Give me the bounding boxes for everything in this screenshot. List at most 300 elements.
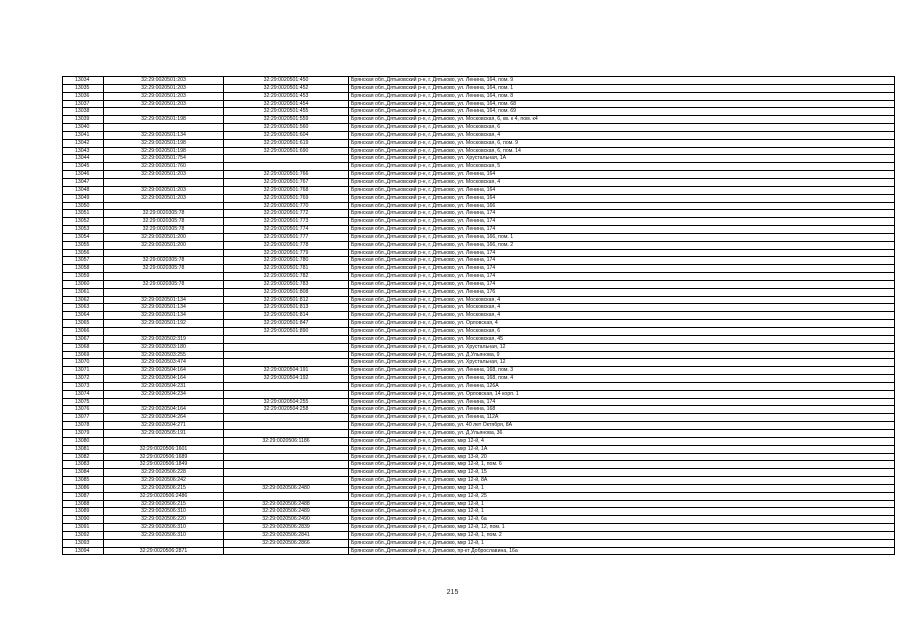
parcel-number-cell: 32:29:0020501:134 bbox=[104, 131, 224, 139]
parcel-number-cell: 32:29:0020502:319 bbox=[104, 335, 224, 343]
table-row bbox=[63, 194, 895, 202]
parcel-number-cell: 32:29:0020501:203 bbox=[104, 171, 224, 179]
row-number-cell: 13078 bbox=[63, 422, 104, 430]
address-cell: Брянская обл.,Дятьковский р-н, г. Дятьково, ул. Д.Ульянова, 36 bbox=[349, 429, 895, 437]
parcel-number-cell: 32:29:0020501:192 bbox=[104, 320, 224, 328]
object-number-cell: 32:29:0020501:768 bbox=[224, 186, 349, 194]
table-row bbox=[63, 524, 895, 532]
address-cell: Брянская обл.,Дятьковский р-н, г. Дятьково, мкр 12-й, 12, пом. 1 bbox=[349, 524, 895, 532]
object-number-cell: 32:29:0020501:766 bbox=[224, 171, 349, 179]
table-row bbox=[63, 288, 895, 296]
address-cell: Брянская обл.,Дятьковский р-н, г. Дятьково, ул. Орловская, 14 корп. 1 bbox=[349, 390, 895, 398]
address-cell: Брянская обл.,Дятьковский р-н, г. Дятьково, мкр 12-й, 1 bbox=[349, 484, 895, 492]
parcel-number-cell: 32:29:0020504:164 bbox=[104, 375, 224, 383]
row-number-cell: 13072 bbox=[63, 375, 104, 383]
row-number-cell: 13062 bbox=[63, 296, 104, 304]
table-row bbox=[63, 139, 895, 147]
row-number-cell: 13091 bbox=[63, 524, 104, 532]
parcel-number-cell bbox=[104, 539, 224, 547]
object-number-cell: 32:29:0020501:812 bbox=[224, 296, 349, 304]
address-cell: Брянская обл.,Дятьковский р-н, г. Дятьково, ул. Ленина, 166, пом. 1 bbox=[349, 233, 895, 241]
row-number-cell: 13083 bbox=[63, 461, 104, 469]
parcel-number-cell: 32:29:0020305:78 bbox=[104, 257, 224, 265]
object-number-cell: 32:29:0020506:2489 bbox=[224, 508, 349, 516]
parcel-number-cell bbox=[104, 273, 224, 281]
parcel-number-cell: 32:29:0020501:203 bbox=[104, 186, 224, 194]
object-number-cell: 32:29:0020506:2841 bbox=[224, 531, 349, 539]
address-cell: Брянская обл.,Дятьковский р-н, г. Дятьково, ул. Ленина, 164, пом. 68 bbox=[349, 100, 895, 108]
object-number-cell: 32:29:0020501:808 bbox=[224, 288, 349, 296]
row-number-cell: 13057 bbox=[63, 257, 104, 265]
table-row bbox=[63, 273, 895, 281]
parcel-number-cell: 32:29:0020305:78 bbox=[104, 210, 224, 218]
table-row bbox=[63, 547, 895, 555]
parcel-number-cell: 32:29:0020305:78 bbox=[104, 218, 224, 226]
row-number-cell: 13080 bbox=[63, 437, 104, 445]
parcel-number-cell bbox=[104, 288, 224, 296]
object-number-cell bbox=[224, 163, 349, 171]
table-row bbox=[63, 233, 895, 241]
table-row bbox=[63, 508, 895, 516]
parcel-number-cell: 32:29:0020501:198 bbox=[104, 139, 224, 147]
row-number-cell: 13089 bbox=[63, 508, 104, 516]
parcel-number-cell: 32:29:0020504:164 bbox=[104, 406, 224, 414]
object-number-cell: 32:29:0020504:258 bbox=[224, 406, 349, 414]
object-number-cell bbox=[224, 477, 349, 485]
row-number-cell: 13049 bbox=[63, 194, 104, 202]
row-number-cell: 13073 bbox=[63, 382, 104, 390]
object-number-cell bbox=[224, 390, 349, 398]
address-cell: Брянская обл.,Дятьковский р-н, г. Дятьково, ул. Ленина, 174 bbox=[349, 249, 895, 257]
table-row bbox=[63, 445, 895, 453]
table-row bbox=[63, 492, 895, 500]
row-number-cell: 13084 bbox=[63, 469, 104, 477]
address-cell: Брянская обл.,Дятьковский р-н, г. Дятьково, ул. Ленина, 174 bbox=[349, 210, 895, 218]
table-row bbox=[63, 351, 895, 359]
address-cell: Брянская обл.,Дятьковский р-н, г. Дятьково, ул. Ленина, 164, пом. 69 bbox=[349, 108, 895, 116]
address-cell: Брянская обл.,Дятьковский р-н, г. Дятьково, ул. Московская, 5 bbox=[349, 163, 895, 171]
parcel-number-cell: 32:29:0020505:191 bbox=[104, 429, 224, 437]
address-cell: Брянская обл.,Дятьковский р-н, г. Дятьково, мкр 12-й, 8А bbox=[349, 477, 895, 485]
row-number-cell: 13058 bbox=[63, 265, 104, 273]
parcel-number-cell: 32:29:0020501:760 bbox=[104, 163, 224, 171]
object-number-cell bbox=[224, 492, 349, 500]
row-number-cell: 13052 bbox=[63, 218, 104, 226]
address-cell: Брянская обл.,Дятьковский р-н, г. Дятьково, мкр 12-й, 1 bbox=[349, 539, 895, 547]
parcel-number-cell: 32:29:0020503:255 bbox=[104, 351, 224, 359]
object-number-cell: 32:29:0020501:779 bbox=[224, 249, 349, 257]
table-row bbox=[63, 312, 895, 320]
object-number-cell: 32:29:0020501:773 bbox=[224, 218, 349, 226]
row-number-cell: 13087 bbox=[63, 492, 104, 500]
parcel-number-cell: 32:29:0020503:474 bbox=[104, 359, 224, 367]
row-number-cell: 13037 bbox=[63, 100, 104, 108]
object-number-cell: 32:29:0020501:619 bbox=[224, 139, 349, 147]
parcel-number-cell: 32:29:0020504:164 bbox=[104, 367, 224, 375]
table-row bbox=[63, 375, 895, 383]
object-number-cell bbox=[224, 461, 349, 469]
row-number-cell: 13054 bbox=[63, 233, 104, 241]
parcel-number-cell: 32:29:0020305:78 bbox=[104, 226, 224, 234]
address-cell: Брянская обл.,Дятьковский р-н, г. Дятьково, ул. Ленина, 164 bbox=[349, 194, 895, 202]
table-row bbox=[63, 484, 895, 492]
object-number-cell: 32:29:0020501:777 bbox=[224, 233, 349, 241]
parcel-number-cell: 32:29:0020506:220 bbox=[104, 516, 224, 524]
object-number-cell: 32:29:0020501:604 bbox=[224, 131, 349, 139]
address-cell: Брянская обл.,Дятьковский р-н, г. Дятьково, ул. Ленина, 174 bbox=[349, 226, 895, 234]
table-row bbox=[63, 226, 895, 234]
address-cell: Брянская обл.,Дятьковский р-н, г. Дятьково, пр-кт Доброславина, 16а bbox=[349, 547, 895, 555]
table-row bbox=[63, 155, 895, 163]
row-number-cell: 13066 bbox=[63, 328, 104, 336]
table-row bbox=[63, 390, 895, 398]
table-row bbox=[63, 171, 895, 179]
parcel-number-cell bbox=[104, 178, 224, 186]
row-number-cell: 13036 bbox=[63, 92, 104, 100]
row-number-cell: 13090 bbox=[63, 516, 104, 524]
object-number-cell: 32:29:0020501:813 bbox=[224, 304, 349, 312]
table-row bbox=[63, 147, 895, 155]
address-cell: Брянская обл.,Дятьковский р-н, г. Дятьково, мкр 12-й, 15 bbox=[349, 469, 895, 477]
row-number-cell: 13067 bbox=[63, 335, 104, 343]
address-cell: Брянская обл.,Дятьковский р-н, г. Дятьково, мкр 12-й, 1, пом. 6 bbox=[349, 461, 895, 469]
object-number-cell: 32:29:0020506:2839 bbox=[224, 524, 349, 532]
table-row bbox=[63, 100, 895, 108]
object-number-cell bbox=[224, 547, 349, 555]
address-cell: Брянская обл.,Дятьковский р-н, г. Дятьково, ул. Ленина, 166 bbox=[349, 202, 895, 210]
object-number-cell: 32:29:0020504:192 bbox=[224, 375, 349, 383]
row-number-cell: 13077 bbox=[63, 414, 104, 422]
table-row bbox=[63, 477, 895, 485]
row-number-cell: 13086 bbox=[63, 484, 104, 492]
parcel-number-cell: 32:29:0020501:203 bbox=[104, 92, 224, 100]
parcel-number-cell bbox=[104, 108, 224, 116]
row-number-cell: 13055 bbox=[63, 241, 104, 249]
address-cell: Брянская обл.,Дятьковский р-н, г. Дятьково, ул. Ленина, 174 bbox=[349, 265, 895, 273]
row-number-cell: 13035 bbox=[63, 84, 104, 92]
table-row bbox=[63, 116, 895, 124]
address-cell: Брянская обл.,Дятьковский р-н, г. Дятьково, ул. Ленина, 164, пом. 8 bbox=[349, 92, 895, 100]
address-cell: Брянская обл.,Дятьковский р-н, г. Дятьково, ул. Ленина, 168 bbox=[349, 406, 895, 414]
parcel-number-cell: 32:29:0020501:203 bbox=[104, 194, 224, 202]
row-number-cell: 13047 bbox=[63, 178, 104, 186]
table-row bbox=[63, 186, 895, 194]
table-row bbox=[63, 328, 895, 336]
object-number-cell bbox=[224, 414, 349, 422]
parcel-number-cell: 32:29:0020506:228 bbox=[104, 469, 224, 477]
table-row bbox=[63, 453, 895, 461]
address-cell: Брянская обл.,Дятьковский р-н, г. Дятьково, мкр 12-й, 1А bbox=[349, 445, 895, 453]
address-cell: Брянская обл.,Дятьковский р-н, г. Дятьково, ул. Д.Ульянова, 9 bbox=[349, 351, 895, 359]
cadastral-table bbox=[62, 76, 895, 555]
table-row bbox=[63, 359, 895, 367]
address-cell: Брянская обл.,Дятьковский р-н, г. Дятьково, ул. Ленина, 174 bbox=[349, 280, 895, 288]
parcel-number-cell: 32:29:0020504:271 bbox=[104, 422, 224, 430]
address-cell: Брянская обл.,Дятьковский р-н, г. Дятьково, ул. Московская, 4 bbox=[349, 131, 895, 139]
address-cell: Брянская обл.,Дятьковский р-н, г. Дятьково, ул. Московская, 6 bbox=[349, 328, 895, 336]
address-cell: Брянская обл.,Дятьковский р-н, г. Дятьково, ул. Московская, 6, пом. 14 bbox=[349, 147, 895, 155]
object-number-cell bbox=[224, 351, 349, 359]
object-number-cell: 32:29:0020501:782 bbox=[224, 273, 349, 281]
row-number-cell: 13071 bbox=[63, 367, 104, 375]
row-number-cell: 13079 bbox=[63, 429, 104, 437]
table-row bbox=[63, 77, 895, 85]
address-cell: Брянская обл.,Дятьковский р-н, г. Дятьково, мкр 12-й, 4 bbox=[349, 437, 895, 445]
object-number-cell: 32:29:0020506:2866 bbox=[224, 539, 349, 547]
table-row bbox=[63, 437, 895, 445]
object-number-cell bbox=[224, 343, 349, 351]
object-number-cell bbox=[224, 469, 349, 477]
row-number-cell: 13041 bbox=[63, 131, 104, 139]
table-row bbox=[63, 429, 895, 437]
parcel-number-cell: 32:29:0020506:2871 bbox=[104, 547, 224, 555]
row-number-cell: 13069 bbox=[63, 351, 104, 359]
table-row bbox=[63, 516, 895, 524]
row-number-cell: 13085 bbox=[63, 477, 104, 485]
parcel-number-cell: 32:29:0020501:198 bbox=[104, 147, 224, 155]
object-number-cell: 32:29:0020501:559 bbox=[224, 116, 349, 124]
row-number-cell: 13056 bbox=[63, 249, 104, 257]
table-row bbox=[63, 469, 895, 477]
parcel-number-cell: 32:29:0020305:78 bbox=[104, 280, 224, 288]
address-cell: Брянская обл.,Дятьковский р-н, г. Дятьково, ул. Московская, 6, кв. к 4, пом. к4 bbox=[349, 116, 895, 124]
object-number-cell: 32:29:0020501:890 bbox=[224, 328, 349, 336]
object-number-cell: 32:29:0020501:772 bbox=[224, 210, 349, 218]
table-row bbox=[63, 343, 895, 351]
object-number-cell bbox=[224, 155, 349, 163]
row-number-cell: 13038 bbox=[63, 108, 104, 116]
object-number-cell: 32:29:0020501:454 bbox=[224, 100, 349, 108]
address-cell: Брянская обл.,Дятьковский р-н, г. Дятьково, ул. Хрустальная, 12 bbox=[349, 343, 895, 351]
table-row bbox=[63, 335, 895, 343]
table-row bbox=[63, 108, 895, 116]
object-number-cell: 32:29:0020501:767 bbox=[224, 178, 349, 186]
object-number-cell bbox=[224, 453, 349, 461]
table-row bbox=[63, 210, 895, 218]
object-number-cell: 32:29:0020501:778 bbox=[224, 241, 349, 249]
parcel-number-cell: 32:29:0020506:310 bbox=[104, 524, 224, 532]
object-number-cell: 32:29:0020501:780 bbox=[224, 257, 349, 265]
object-number-cell: 32:29:0020501:690 bbox=[224, 147, 349, 155]
row-number-cell: 13064 bbox=[63, 312, 104, 320]
address-cell: Брянская обл.,Дятьковский р-н, г. Дятьково, ул. Московская, 4 bbox=[349, 312, 895, 320]
address-cell: Брянская обл.,Дятьковский р-н, г. Дятьково, ул. Хрустальная, 12 bbox=[349, 359, 895, 367]
table-row bbox=[63, 398, 895, 406]
object-number-cell: 32:29:0020501:452 bbox=[224, 84, 349, 92]
parcel-number-cell bbox=[104, 124, 224, 132]
row-number-cell: 13094 bbox=[63, 547, 104, 555]
row-number-cell: 13088 bbox=[63, 500, 104, 508]
row-number-cell: 13050 bbox=[63, 202, 104, 210]
row-number-cell: 13070 bbox=[63, 359, 104, 367]
object-number-cell bbox=[224, 429, 349, 437]
object-number-cell: 32:29:0020501:769 bbox=[224, 194, 349, 202]
row-number-cell: 13074 bbox=[63, 390, 104, 398]
parcel-number-cell: 32:29:0020506:215 bbox=[104, 484, 224, 492]
row-number-cell: 13065 bbox=[63, 320, 104, 328]
address-cell: Брянская обл.,Дятьковский р-н, г. Дятьково, мкр 12-й, 25 bbox=[349, 492, 895, 500]
row-number-cell: 13046 bbox=[63, 171, 104, 179]
row-number-cell: 13039 bbox=[63, 116, 104, 124]
table-row bbox=[63, 296, 895, 304]
address-cell: Брянская обл.,Дятьковский р-н, г. Дятьково, мкр 12-й, 1, пом. 2 bbox=[349, 531, 895, 539]
row-number-cell: 13043 bbox=[63, 147, 104, 155]
address-cell: Брянская обл.,Дятьковский р-н, г. Дятьково, ул. Ленина, 164 bbox=[349, 171, 895, 179]
parcel-number-cell: 32:29:0020504:234 bbox=[104, 390, 224, 398]
row-number-cell: 13045 bbox=[63, 163, 104, 171]
table-row bbox=[63, 531, 895, 539]
parcel-number-cell bbox=[104, 202, 224, 210]
table-row bbox=[63, 539, 895, 547]
row-number-cell: 13061 bbox=[63, 288, 104, 296]
row-number-cell: 13044 bbox=[63, 155, 104, 163]
address-cell: Брянская обл.,Дятьковский р-н, г. Дятьково, ул. Ленина, 174 bbox=[349, 273, 895, 281]
parcel-number-cell: 32:29:0020501:754 bbox=[104, 155, 224, 163]
parcel-number-cell: 32:29:0020501:203 bbox=[104, 84, 224, 92]
row-number-cell: 13093 bbox=[63, 539, 104, 547]
parcel-number-cell: 32:29:0020501:134 bbox=[104, 304, 224, 312]
address-cell: Брянская обл.,Дятьковский р-н, г. Дятьково, ул. Московская, 45 bbox=[349, 335, 895, 343]
table-row bbox=[63, 265, 895, 273]
row-number-cell: 13042 bbox=[63, 139, 104, 147]
object-number-cell: 32:29:0020501:781 bbox=[224, 265, 349, 273]
parcel-number-cell: 32:29:0020501:134 bbox=[104, 296, 224, 304]
address-cell: Брянская обл.,Дятьковский р-н, г. Дятьково, ул. Ленина, 174 bbox=[349, 257, 895, 265]
table-row bbox=[63, 218, 895, 226]
table-row bbox=[63, 131, 895, 139]
table-row bbox=[63, 257, 895, 265]
table-row bbox=[63, 280, 895, 288]
address-cell: Брянская обл.,Дятьковский р-н, г. Дятьково, ул. Московская, 6 bbox=[349, 124, 895, 132]
parcel-number-cell: 32:29:0020501:200 bbox=[104, 241, 224, 249]
object-number-cell: 32:29:0020501:783 bbox=[224, 280, 349, 288]
address-cell: Брянская обл.,Дятьковский р-н, г. Дятьково, ул. Ленина, 168, пом. 3 bbox=[349, 367, 895, 375]
row-number-cell: 13053 bbox=[63, 226, 104, 234]
page-number: 215 bbox=[446, 589, 459, 596]
table-row bbox=[63, 241, 895, 249]
table-row bbox=[63, 320, 895, 328]
row-number-cell: 13075 bbox=[63, 398, 104, 406]
address-cell: Брянская обл.,Дятьковский р-н, г. Дятьково, ул. Ленина, 164 bbox=[349, 186, 895, 194]
parcel-number-cell: 32:29:0020506:1849 bbox=[104, 461, 224, 469]
row-number-cell: 13076 bbox=[63, 406, 104, 414]
parcel-number-cell: 32:29:0020506:242 bbox=[104, 477, 224, 485]
object-number-cell: 32:29:0020504:255 bbox=[224, 398, 349, 406]
parcel-number-cell: 32:29:0020506:1601 bbox=[104, 445, 224, 453]
parcel-number-cell: 32:29:0020506:310 bbox=[104, 531, 224, 539]
address-cell: Брянская обл.,Дятьковский р-н, г. Дятьково, ул. Ленина, 126А bbox=[349, 382, 895, 390]
object-number-cell bbox=[224, 382, 349, 390]
parcel-number-cell: 32:29:0020506:1689 bbox=[104, 453, 224, 461]
address-cell: Брянская обл.,Дятьковский р-н, г. Дятьково, ул. Ленина, 112А bbox=[349, 414, 895, 422]
parcel-number-cell: 32:29:0020506:215 bbox=[104, 500, 224, 508]
object-number-cell bbox=[224, 445, 349, 453]
address-cell: Брянская обл.,Дятьковский р-н, г. Дятьково, ул. Орловская, 4 bbox=[349, 320, 895, 328]
object-number-cell: 32:29:0020501:453 bbox=[224, 92, 349, 100]
row-number-cell: 13040 bbox=[63, 124, 104, 132]
table-row bbox=[63, 406, 895, 414]
row-number-cell: 13092 bbox=[63, 531, 104, 539]
table-row bbox=[63, 84, 895, 92]
parcel-number-cell bbox=[104, 328, 224, 336]
address-cell: Брянская обл.,Дятьковский р-н, г. Дятьково, ул. Ленина, 174 bbox=[349, 398, 895, 406]
table-row bbox=[63, 304, 895, 312]
parcel-number-cell: 32:29:0020501:200 bbox=[104, 233, 224, 241]
object-number-cell: 32:29:0020501:814 bbox=[224, 312, 349, 320]
object-number-cell: 32:29:0020506:2488 bbox=[224, 500, 349, 508]
address-cell: Брянская обл.,Дятьковский р-н, г. Дятьково, ул. Ленина, 166, пом. 2 bbox=[349, 241, 895, 249]
row-number-cell: 13068 bbox=[63, 343, 104, 351]
address-cell: Брянская обл.,Дятьковский р-н, г. Дятьково, ул. Ленина, 168, пом. 4 bbox=[349, 375, 895, 383]
object-number-cell: 32:29:0020506:2480 bbox=[224, 484, 349, 492]
parcel-number-cell: 32:29:0020501:203 bbox=[104, 77, 224, 85]
parcel-number-cell: 32:29:0020501:134 bbox=[104, 312, 224, 320]
object-number-cell: 32:29:0020501:560 bbox=[224, 124, 349, 132]
table-row bbox=[63, 124, 895, 132]
object-number-cell: 32:29:0020506:1186 bbox=[224, 437, 349, 445]
parcel-number-cell: 32:29:0020504:264 bbox=[104, 414, 224, 422]
address-cell: Брянская обл.,Дятьковский р-н, г. Дятьково, ул. Московская, 4 bbox=[349, 296, 895, 304]
object-number-cell: 32:29:0020501:770 bbox=[224, 202, 349, 210]
address-cell: Брянская обл.,Дятьковский р-н, г. Дятьково, ул. 40 лет Октября, 8А bbox=[349, 422, 895, 430]
table-row bbox=[63, 163, 895, 171]
table-row bbox=[63, 461, 895, 469]
table-row bbox=[63, 382, 895, 390]
row-number-cell: 13051 bbox=[63, 210, 104, 218]
table-row bbox=[63, 367, 895, 375]
parcel-number-cell bbox=[104, 249, 224, 257]
address-cell: Брянская обл.,Дятьковский р-н, г. Дятьково, ул. Московская, 4 bbox=[349, 304, 895, 312]
row-number-cell: 13060 bbox=[63, 280, 104, 288]
table-row bbox=[63, 92, 895, 100]
table-row bbox=[63, 414, 895, 422]
table-row bbox=[63, 178, 895, 186]
row-number-cell: 13034 bbox=[63, 77, 104, 85]
table-row bbox=[63, 422, 895, 430]
object-number-cell: 32:29:0020506:2490 bbox=[224, 516, 349, 524]
parcel-number-cell bbox=[104, 398, 224, 406]
row-number-cell: 13048 bbox=[63, 186, 104, 194]
row-number-cell: 13063 bbox=[63, 304, 104, 312]
address-cell: Брянская обл.,Дятьковский р-н, г. Дятьково, мкр 12-й, 6а bbox=[349, 516, 895, 524]
address-cell: Брянская обл.,Дятьковский р-н, г. Дятьково, мкр 13-й, 20 bbox=[349, 453, 895, 461]
row-number-cell: 13081 bbox=[63, 445, 104, 453]
address-cell: Брянская обл.,Дятьковский р-н, г. Дятьково, ул. Ленина, 174 bbox=[349, 218, 895, 226]
parcel-number-cell: 32:29:0020501:203 bbox=[104, 100, 224, 108]
object-number-cell bbox=[224, 422, 349, 430]
parcel-number-cell: 32:29:0020501:198 bbox=[104, 116, 224, 124]
table-row bbox=[63, 500, 895, 508]
object-number-cell bbox=[224, 335, 349, 343]
row-number-cell: 13082 bbox=[63, 453, 104, 461]
parcel-number-cell: 32:29:0020504:231 bbox=[104, 382, 224, 390]
address-cell: Брянская обл.,Дятьковский р-н, г. Дятьково, ул. Московская, 6, пом. 9 bbox=[349, 139, 895, 147]
address-cell: Брянская обл.,Дятьковский р-н, г. Дятьково, ул. Московская, 4 bbox=[349, 178, 895, 186]
address-cell: Брянская обл.,Дятьковский р-н, г. Дятьково, ул. Ленина, 164, пом. 1 bbox=[349, 84, 895, 92]
parcel-number-cell bbox=[104, 437, 224, 445]
table-row bbox=[63, 249, 895, 257]
object-number-cell: 32:29:0020501:774 bbox=[224, 226, 349, 234]
row-number-cell: 13059 bbox=[63, 273, 104, 281]
parcel-number-cell: 32:29:0020506:310 bbox=[104, 508, 224, 516]
address-cell: Брянская обл.,Дятьковский р-н, г. Дятьково, ул. Хрустальная, 1А bbox=[349, 155, 895, 163]
parcel-number-cell: 32:29:0020503:180 bbox=[104, 343, 224, 351]
object-number-cell: 32:29:0020501:450 bbox=[224, 77, 349, 85]
table-row bbox=[63, 202, 895, 210]
parcel-number-cell: 32:29:0020506:2486 bbox=[104, 492, 224, 500]
address-cell: Брянская обл.,Дятьковский р-н, г. Дятьково, мкр 12-й, 1 bbox=[349, 500, 895, 508]
object-number-cell: 32:29:0020501:455 bbox=[224, 108, 349, 116]
